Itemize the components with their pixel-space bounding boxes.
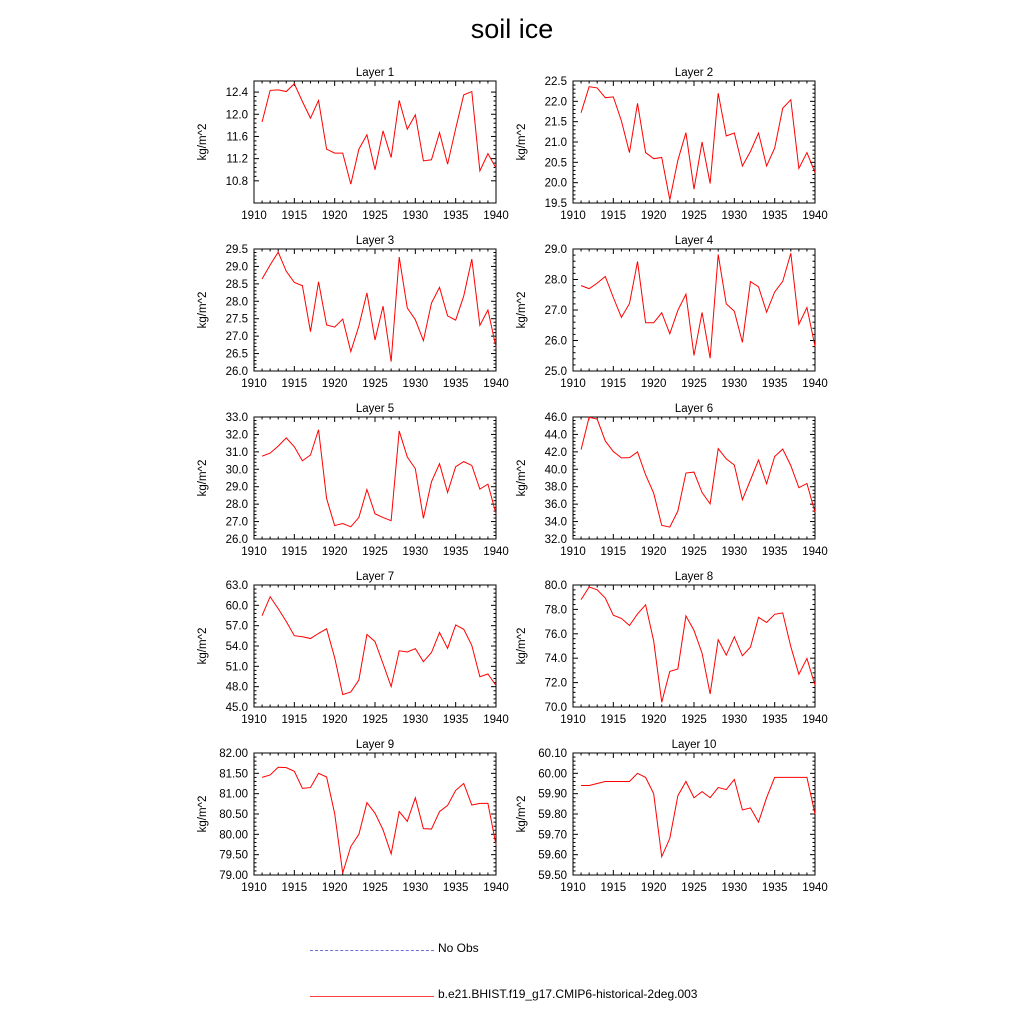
panel-layer-5 bbox=[197, 403, 509, 558]
x-tick-label: 1935 bbox=[442, 378, 469, 390]
y-tick-label: 48.0 bbox=[225, 681, 248, 694]
x-tick-label: 1940 bbox=[802, 210, 828, 222]
x-tick-label: 1920 bbox=[321, 546, 348, 558]
series-line bbox=[262, 252, 496, 361]
y-tick-label: 59.60 bbox=[538, 849, 567, 862]
y-tick-label: 60.0 bbox=[225, 600, 248, 613]
y-tick-label: 10.8 bbox=[225, 175, 248, 188]
y-tick-label: 38.0 bbox=[544, 481, 567, 494]
series-line bbox=[581, 773, 815, 856]
y-axis-label: kg/m^2 bbox=[516, 123, 528, 161]
y-tick-label: 44.0 bbox=[544, 429, 567, 442]
x-tick-label: 1925 bbox=[681, 378, 707, 390]
x-tick-label: 1925 bbox=[362, 378, 388, 390]
x-tick-label: 1930 bbox=[721, 546, 748, 558]
x-tick-label: 1915 bbox=[600, 546, 627, 558]
x-tick-label: 1930 bbox=[402, 714, 429, 726]
plot-frame bbox=[254, 417, 496, 539]
x-tick-label: 1920 bbox=[640, 378, 667, 390]
y-axis-label: kg/m^2 bbox=[197, 123, 209, 161]
panel-layer-1 bbox=[197, 67, 509, 222]
y-axis-label: kg/m^2 bbox=[516, 459, 528, 497]
y-axis-label: kg/m^2 bbox=[516, 795, 528, 833]
y-tick-label: 26.0 bbox=[225, 366, 248, 378]
y-tick-label: 31.0 bbox=[225, 446, 248, 459]
chart-title: soil ice bbox=[470, 14, 554, 44]
series-line bbox=[262, 84, 496, 184]
legend-dashed-line-swatch bbox=[310, 950, 434, 951]
y-tick-label: 25.0 bbox=[544, 366, 567, 378]
y-tick-label: 26.0 bbox=[544, 335, 567, 348]
x-tick-label: 1930 bbox=[402, 882, 429, 894]
series-line bbox=[262, 430, 496, 527]
legend-label: b.e21.BHIST.f19_g17.CMIP6-historical-2deg.003 bbox=[438, 987, 698, 1001]
series-line bbox=[581, 587, 815, 702]
y-tick-label: 78.0 bbox=[544, 604, 567, 617]
y-tick-label: 22.0 bbox=[544, 96, 567, 109]
series-line bbox=[581, 87, 815, 200]
y-tick-label: 42.0 bbox=[544, 446, 567, 459]
y-tick-label: 59.70 bbox=[538, 829, 567, 842]
panel-layer-8 bbox=[516, 571, 828, 726]
y-tick-label: 33.0 bbox=[225, 412, 248, 424]
panel-title: Layer 6 bbox=[674, 403, 714, 415]
x-tick-label: 1925 bbox=[681, 546, 707, 558]
y-tick-label: 12.0 bbox=[225, 109, 248, 122]
y-tick-label: 12.4 bbox=[225, 87, 248, 100]
y-axis-label: kg/m^2 bbox=[197, 459, 209, 497]
x-tick-label: 1940 bbox=[802, 882, 828, 894]
x-tick-label: 1935 bbox=[761, 882, 788, 894]
x-tick-label: 1930 bbox=[721, 378, 748, 390]
panel-layer-7 bbox=[197, 571, 509, 726]
y-tick-label: 27.0 bbox=[225, 516, 248, 529]
panel-title: Layer 2 bbox=[674, 67, 714, 79]
panel-layer-4 bbox=[516, 235, 828, 390]
y-tick-label: 28.0 bbox=[225, 296, 248, 309]
x-tick-label: 1930 bbox=[721, 714, 748, 726]
plot-frame bbox=[573, 585, 815, 707]
x-tick-label: 1920 bbox=[640, 210, 667, 222]
y-tick-label: 32.0 bbox=[225, 429, 248, 442]
y-tick-label: 76.0 bbox=[544, 628, 567, 641]
x-tick-label: 1935 bbox=[442, 210, 469, 222]
panel-title: Layer 5 bbox=[355, 403, 395, 415]
plot-frame bbox=[254, 585, 496, 707]
x-tick-label: 1935 bbox=[761, 210, 788, 222]
y-tick-label: 80.0 bbox=[544, 580, 567, 592]
x-tick-label: 1915 bbox=[600, 210, 627, 222]
x-tick-label: 1925 bbox=[681, 714, 707, 726]
y-tick-label: 29.0 bbox=[544, 244, 567, 256]
plot-frame bbox=[254, 81, 496, 203]
y-tick-label: 28.0 bbox=[544, 274, 567, 287]
y-tick-label: 20.5 bbox=[544, 157, 567, 170]
y-axis-label: kg/m^2 bbox=[516, 627, 528, 665]
y-tick-label: 63.0 bbox=[225, 580, 248, 592]
x-tick-label: 1910 bbox=[241, 546, 267, 558]
panel-title: Layer 3 bbox=[355, 235, 395, 247]
x-tick-label: 1925 bbox=[362, 546, 388, 558]
y-tick-label: 51.0 bbox=[225, 661, 248, 674]
y-tick-label: 36.0 bbox=[544, 499, 567, 512]
x-tick-label: 1915 bbox=[600, 882, 627, 894]
x-tick-label: 1935 bbox=[761, 546, 788, 558]
y-tick-label: 59.90 bbox=[538, 788, 567, 801]
x-tick-label: 1940 bbox=[483, 714, 509, 726]
x-tick-label: 1920 bbox=[640, 882, 667, 894]
x-tick-label: 1935 bbox=[442, 546, 469, 558]
panel-title: Layer 10 bbox=[671, 739, 717, 751]
legend-solid-line-swatch bbox=[310, 996, 434, 997]
x-tick-label: 1910 bbox=[241, 882, 267, 894]
x-tick-label: 1915 bbox=[281, 210, 308, 222]
x-tick-label: 1935 bbox=[442, 882, 469, 894]
y-tick-label: 80.00 bbox=[219, 829, 248, 842]
x-tick-label: 1910 bbox=[560, 882, 586, 894]
panel-title: Layer 1 bbox=[355, 67, 395, 79]
x-tick-label: 1940 bbox=[483, 882, 509, 894]
panel-layer-9 bbox=[197, 739, 509, 894]
y-tick-label: 60.10 bbox=[538, 748, 567, 760]
y-tick-label: 11.2 bbox=[226, 153, 248, 166]
y-tick-label: 28.5 bbox=[225, 278, 248, 291]
y-tick-label: 27.0 bbox=[544, 305, 567, 317]
y-tick-label: 26.5 bbox=[225, 348, 248, 361]
x-tick-label: 1915 bbox=[600, 378, 627, 390]
x-tick-label: 1925 bbox=[362, 210, 388, 222]
y-tick-label: 40.0 bbox=[544, 464, 567, 477]
y-tick-label: 79.50 bbox=[219, 849, 248, 862]
y-axis-label: kg/m^2 bbox=[197, 795, 209, 833]
x-tick-label: 1940 bbox=[483, 546, 509, 558]
x-tick-label: 1930 bbox=[402, 210, 429, 222]
panel-layer-3 bbox=[197, 235, 509, 390]
y-tick-label: 28.0 bbox=[225, 499, 248, 512]
x-tick-label: 1940 bbox=[483, 210, 509, 222]
series-line bbox=[262, 597, 496, 695]
x-tick-label: 1915 bbox=[281, 882, 308, 894]
x-tick-label: 1925 bbox=[362, 882, 388, 894]
x-tick-label: 1940 bbox=[802, 378, 828, 390]
y-axis-label: kg/m^2 bbox=[197, 627, 209, 665]
x-tick-label: 1930 bbox=[402, 546, 429, 558]
x-tick-label: 1935 bbox=[761, 378, 788, 390]
y-tick-label: 74.0 bbox=[544, 653, 567, 666]
y-tick-label: 27.5 bbox=[225, 313, 248, 326]
y-tick-label: 29.0 bbox=[225, 481, 248, 494]
plot-frame bbox=[573, 81, 815, 203]
y-tick-label: 45.0 bbox=[225, 702, 248, 714]
x-tick-label: 1910 bbox=[560, 378, 586, 390]
x-tick-label: 1940 bbox=[802, 714, 828, 726]
x-tick-label: 1935 bbox=[442, 714, 469, 726]
panel-title: Layer 7 bbox=[355, 571, 395, 583]
x-tick-label: 1915 bbox=[281, 378, 308, 390]
x-tick-label: 1920 bbox=[321, 210, 348, 222]
x-tick-label: 1925 bbox=[681, 210, 707, 222]
x-tick-label: 1925 bbox=[681, 882, 707, 894]
x-tick-label: 1935 bbox=[761, 714, 788, 726]
y-tick-label: 30.0 bbox=[225, 464, 248, 477]
y-tick-label: 59.50 bbox=[538, 870, 567, 882]
y-tick-label: 19.5 bbox=[544, 198, 567, 210]
x-tick-label: 1930 bbox=[721, 210, 748, 222]
series-line bbox=[581, 253, 815, 358]
panel-layer-6 bbox=[516, 403, 828, 558]
y-tick-label: 20.0 bbox=[544, 177, 567, 190]
y-tick-label: 22.5 bbox=[544, 76, 567, 88]
y-tick-label: 79.00 bbox=[219, 870, 248, 882]
series-line bbox=[262, 767, 496, 873]
x-tick-label: 1915 bbox=[281, 714, 308, 726]
y-tick-label: 57.0 bbox=[225, 620, 248, 633]
y-tick-label: 26.0 bbox=[225, 534, 248, 546]
y-tick-label: 34.0 bbox=[544, 516, 567, 529]
y-axis-label: kg/m^2 bbox=[516, 291, 528, 329]
x-tick-label: 1920 bbox=[640, 714, 667, 726]
y-tick-label: 11.6 bbox=[226, 131, 248, 144]
y-tick-label: 29.0 bbox=[225, 261, 248, 274]
x-tick-label: 1930 bbox=[721, 882, 748, 894]
y-tick-label: 72.0 bbox=[544, 677, 567, 690]
y-tick-label: 32.0 bbox=[544, 534, 567, 546]
y-tick-label: 59.80 bbox=[538, 809, 567, 821]
panel-title: Layer 9 bbox=[355, 739, 395, 751]
y-tick-label: 81.50 bbox=[219, 768, 248, 781]
series-line bbox=[581, 417, 815, 527]
x-tick-label: 1930 bbox=[402, 378, 429, 390]
x-tick-label: 1940 bbox=[483, 378, 509, 390]
y-tick-label: 70.0 bbox=[544, 702, 567, 714]
plot-frame bbox=[254, 249, 496, 371]
x-tick-label: 1910 bbox=[560, 546, 586, 558]
legend-label: No Obs bbox=[438, 941, 479, 955]
plot-frame bbox=[573, 417, 815, 539]
x-tick-label: 1915 bbox=[600, 714, 627, 726]
y-tick-label: 46.0 bbox=[544, 412, 567, 424]
y-tick-label: 21.5 bbox=[544, 116, 567, 129]
x-tick-label: 1920 bbox=[321, 714, 348, 726]
x-tick-label: 1915 bbox=[281, 546, 308, 558]
plot-frame bbox=[573, 753, 815, 875]
x-tick-label: 1910 bbox=[241, 714, 267, 726]
y-tick-label: 82.00 bbox=[219, 748, 248, 760]
panel-layer-2 bbox=[516, 67, 828, 222]
x-tick-label: 1910 bbox=[560, 714, 586, 726]
x-tick-label: 1920 bbox=[321, 378, 348, 390]
panel-title: Layer 4 bbox=[674, 235, 714, 247]
panel-layer-10 bbox=[516, 739, 828, 894]
x-tick-label: 1925 bbox=[362, 714, 388, 726]
y-tick-label: 29.5 bbox=[225, 244, 248, 256]
x-tick-label: 1940 bbox=[802, 546, 828, 558]
x-tick-label: 1910 bbox=[241, 378, 267, 390]
y-tick-label: 80.50 bbox=[219, 809, 248, 821]
y-tick-label: 54.0 bbox=[225, 641, 248, 653]
x-tick-label: 1910 bbox=[560, 210, 586, 222]
y-tick-label: 21.0 bbox=[544, 137, 567, 149]
y-tick-label: 81.00 bbox=[219, 788, 248, 801]
y-tick-label: 60.00 bbox=[538, 768, 567, 781]
y-axis-label: kg/m^2 bbox=[197, 291, 209, 329]
y-tick-label: 27.0 bbox=[225, 331, 248, 344]
x-tick-label: 1920 bbox=[640, 546, 667, 558]
x-tick-label: 1910 bbox=[241, 210, 267, 222]
x-tick-label: 1920 bbox=[321, 882, 348, 894]
panel-title: Layer 8 bbox=[674, 571, 714, 583]
